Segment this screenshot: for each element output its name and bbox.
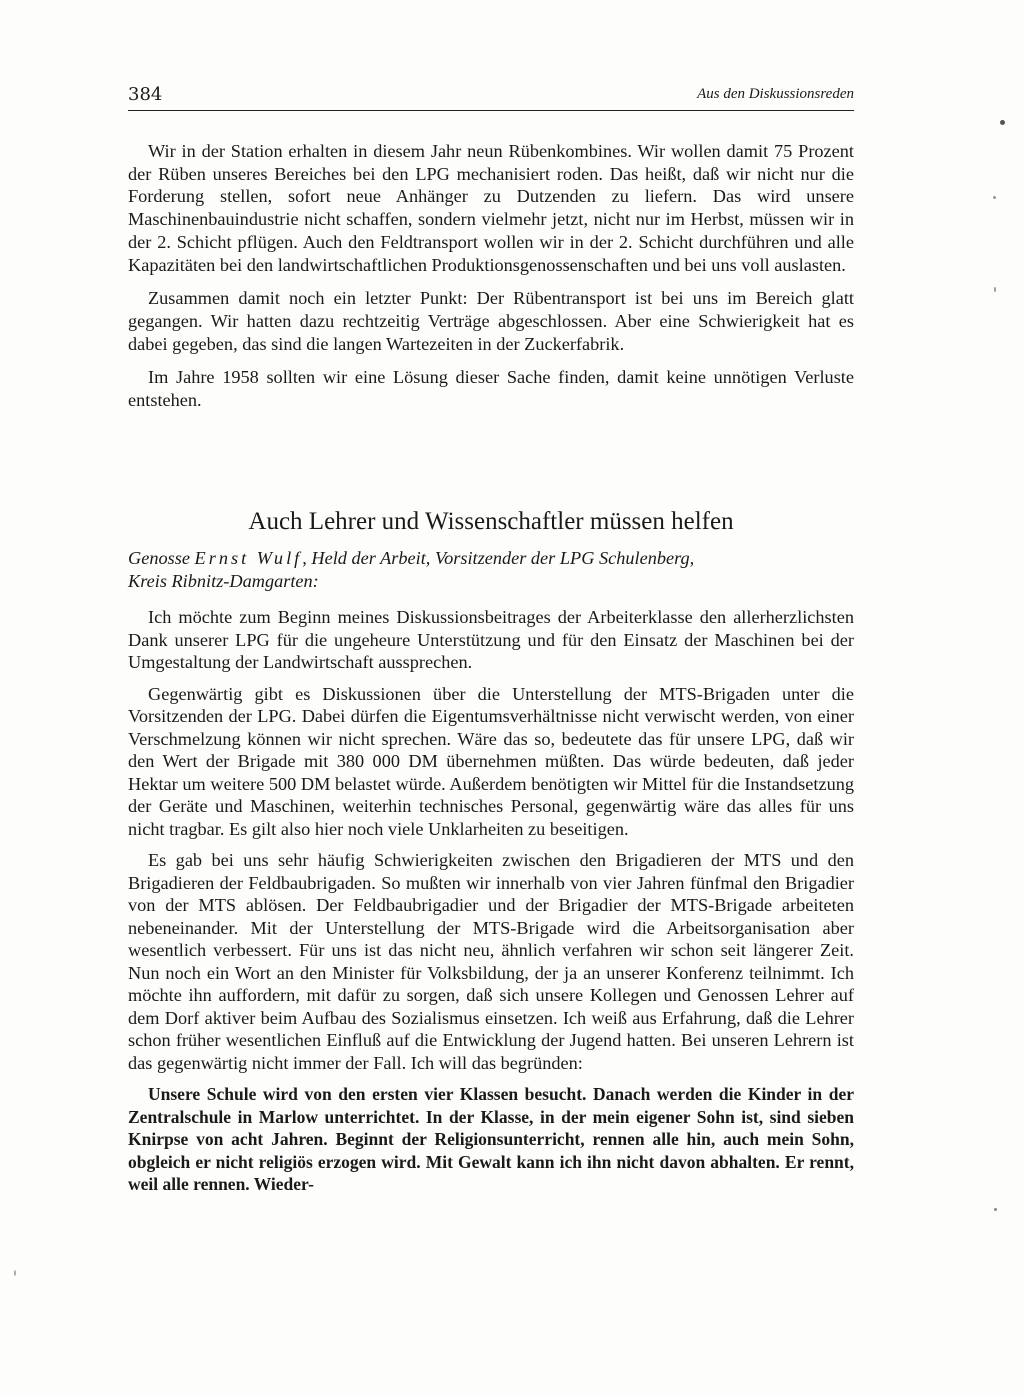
paragraph: Zusammen damit noch ein letzter Punkt: Der Rübentransport ist bei uns im Bereich glatt gegangen. Wir hatten dazu rechtzeitig Verträge abgeschlossen. Aber eine Schwierigkeit hat es dabei gegeben, das sind die langen Wartezeiten in der Zuckerfabrik. [128,288,854,354]
text-block-continued [128,140,854,423]
speaker-location: Kreis Ribnitz-Damgarten: [128,571,319,591]
speaker-line [128,547,854,593]
paragraph: Ich möchte zum Beginn meines Diskussionsbeitrages der Arbeiterklasse den allerherzlichsten Dank unserer LPG für die ungeheure Unterstützung und für den Einsatz der Maschinen bei der Umgestaltung der Landwirtschaft aussprechen. [128,607,854,672]
page-header [128,84,854,111]
speaker-title: , Held der Arbeit, Vorsitzender der LPG Schulenberg, [302,548,695,568]
paragraph: Im Jahre 1958 sollten wir eine Lösung dieser Sache finden, damit keine unnötigen Verluste entstehen. [128,367,854,411]
paragraph: Es gab bei uns sehr häufig Schwierigkeiten zwischen den Brigadieren der MTS und den Brigadieren der Feldbaubrigaden. So mußten wir innerhalb von vier Jahren fünfmal den Brigadier von der MTS ablösen. Der Feldbaubrigadier und der Brigadier der MTS-Brigade arbeiteten nebeneinander. Mit der Unterstellung der MTS-Brigade wird die Arbeitsorganisation aber wesentlich verbessert. Für uns ist das nicht neu, ähnlich verfahren wir schon seit längerer Zeit. Nun noch ein Wort an den Minister für Volksbildung, der ja an unserer Konferenz teilnimmt. Ich möchte ihn auffordern, mit dafür zu sorgen, daß sich unsere Kollegen und Genossen Lehrer auf dem Dorf aktiver beim Aufbau des Sozialismus einsetzen. Ich weiß aus Erfahrung, daß die Lehrer schon früher wesentlichen Einfluß auf die Entwicklung der Jugend hatten. Bei unseren Lehrern ist das gegenwärtig nicht immer der Fall. Ich will das begründen: [128,850,854,1073]
scan-speck [994,1208,997,1211]
text-block-speech [128,606,854,1205]
page-number: 384 [128,84,163,105]
scan-speck [993,196,996,199]
running-head: Aus den Diskussionsreden [697,86,854,102]
section-title: Auch Lehrer und Wissenschaftler müssen helfen [248,508,734,535]
speaker-prefix: Genosse [128,548,190,568]
paragraph: Unsere Schule wird von den ersten vier Klassen besucht. Danach werden die Kinder in der Zentralschule in Marlow unterrichtet. In der Klasse, in der mein eigener Sohn ist, sind sieben Knirpse von acht Jahren. Beginnt der Religionsunterricht, rennen alle hin, auch mein Sohn, obgleich er nicht religiös erzogen wird. Mit Gewalt kann ich ihn nicht davon abhalten. Er rennt, weil alle rennen. Wieder- [128,1084,854,1194]
paragraph: Wir in der Station erhalten in diesem Jahr neun Rübenkombines. Wir wollen damit 75 Prozent der Rüben unseres Bereiches bei den LPG mechanisiert roden. Das heißt, daß wir nicht nur die Forderung stellen, sofort neue Anhänger zu Dutzenden zu liefern. Das wird unsere Maschinenbauindustrie nicht schaffen, sondern vielmehr jetzt, nicht nur im Herbst, müssen wir in der 2. Schicht pflügen. Auch den Feldtransport wollen wir in der 2. Schicht durchführen und alle Kapazitäten bei den landwirtschaftlichen Produktionsgenossenschaften und bei uns voll auslasten. [128,141,854,275]
paragraph: Gegenwärtig gibt es Diskussionen über die Unterstellung der MTS-Brigaden unter die Vorsitzenden der LPG. Dabei dürfen die Eigentumsverhältnisse nicht verwischt werden, von einer Verschmelzung können wir nicht sprechen. Wäre das so, bedeutete das für unsere LPG, daß wir den Wert der Brigade mit 380 000 DM übernehmen müßten. Das würde bedeuten, daß jeder Hektar um weitere 500 DM belastet würde. Außerdem benötigten wir Mittel für die Instandsetzung der Geräte und Maschinen, weiterhin technisches Personal, gegenwärtig wäre das alles für uns nicht tragbar. Es gilt also hier noch viele Unklarheiten zu beseitigen. [128,683,854,839]
speaker-name: Ernst Wulf [194,548,303,568]
scan-speck [1000,120,1005,125]
scan-speck [14,1270,16,1276]
scan-speck [994,287,996,292]
